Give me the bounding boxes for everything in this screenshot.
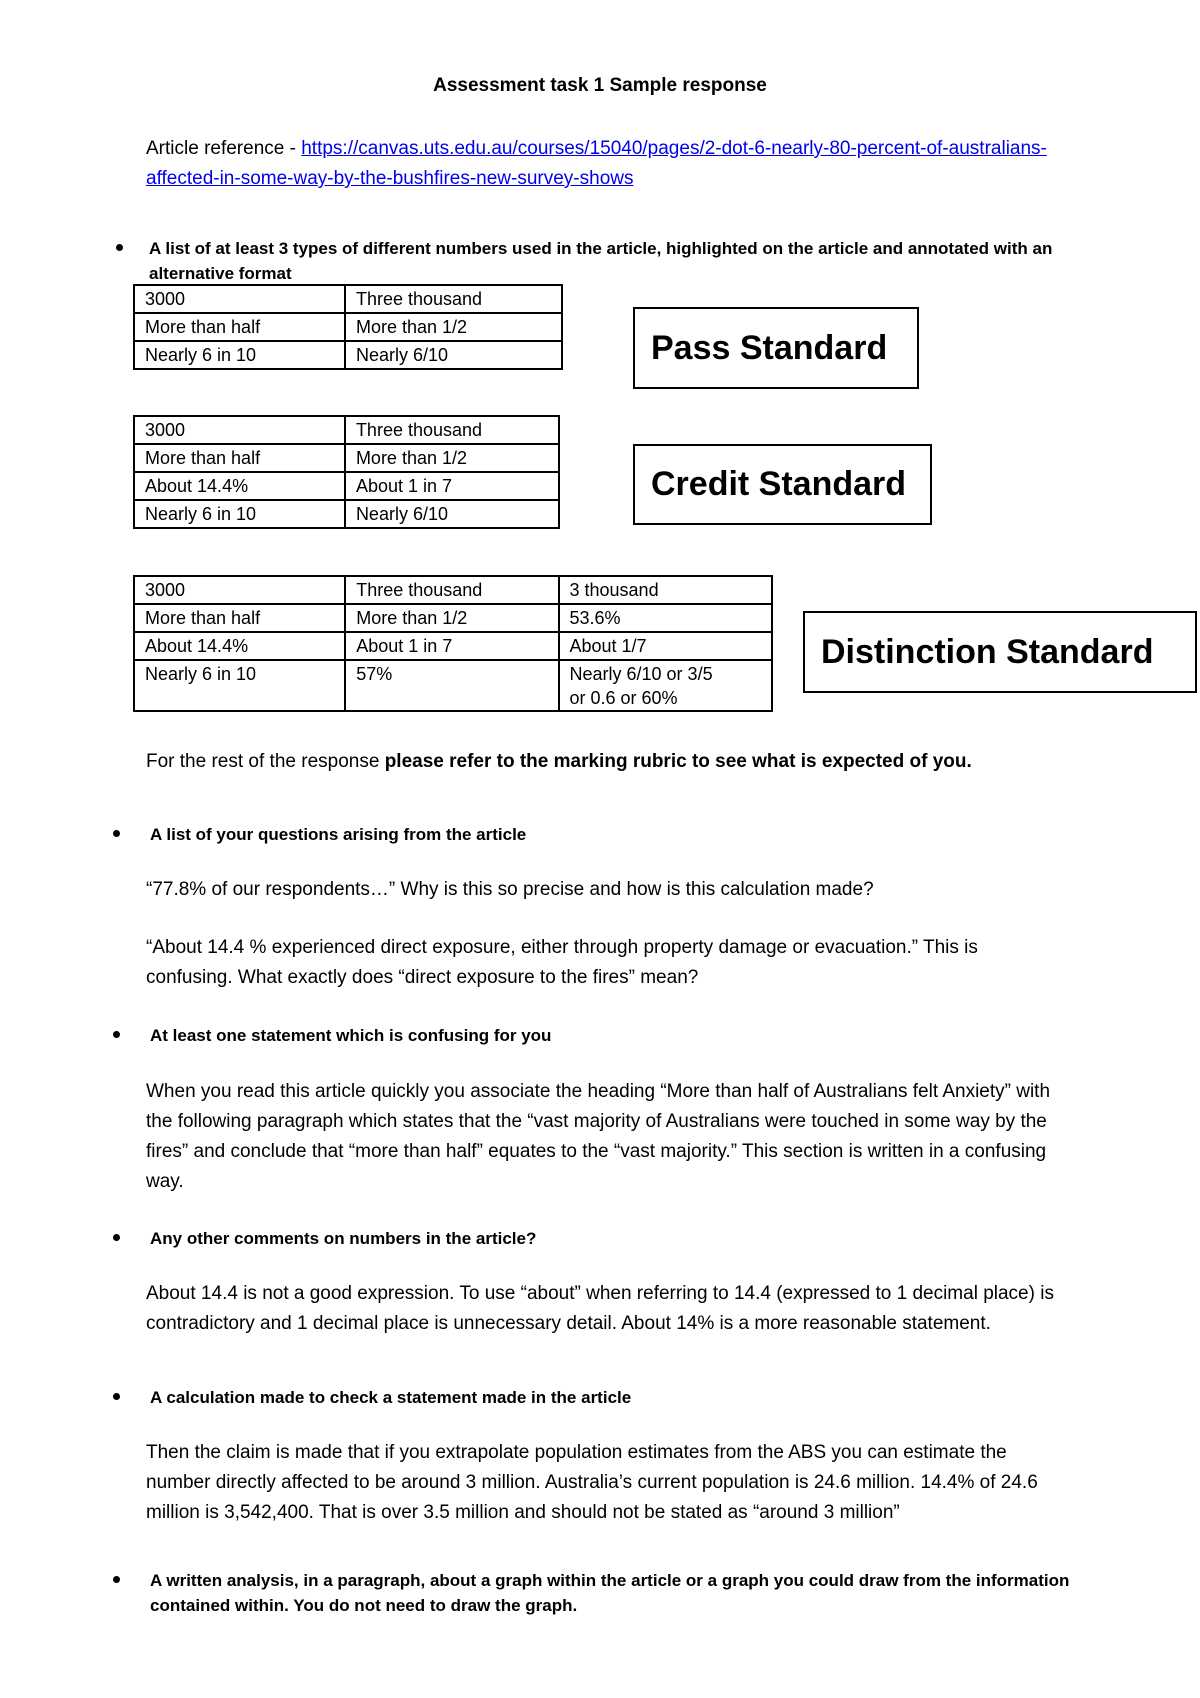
table-row <box>134 660 772 711</box>
table-cell: About 1 in 7 <box>345 632 558 660</box>
bullet <box>113 830 120 837</box>
table-cell: 57% <box>345 660 558 711</box>
other-comments-paragraph: About 14.4 is not a good expression. To use “about” when referring to 14.4 (expressed to 1 decimal place) is contradictory and 1 decimal place is unnecessary detail. About 14% is a more reasonable statement. <box>146 1283 1054 1334</box>
calculation-paragraph: Then the claim is made that if you extrapolate population estimates from the ABS you can estimate the number directly affected to be around 3 million. Australia’s current population is 24.6 million. 14.4% of 24.6 million is 3,542,400. That is over 3.5 million and should not be stated as “around 3 million” <box>146 1442 1038 1523</box>
section-heading-graph-analysis: A written analysis, in a paragraph, about a graph within the article or a graph you could draw from the information contained within. You do not need to draw the graph. <box>150 1571 1070 1615</box>
table-cell: Three thousand <box>345 416 559 444</box>
table-cell: More than half <box>134 444 345 472</box>
reference-label: Article reference - <box>146 138 302 159</box>
table-row <box>134 576 772 604</box>
table-cell: More than 1/2 <box>345 604 558 632</box>
section-heading-other-comments: Any other comments on numbers in the article? <box>150 1229 537 1248</box>
confusing-statement-paragraph: When you read this article quickly you associate the heading “More than half of Australians felt Anxiety” with the following paragraph which states that the “vast majority of Australians were touched in some way by the fires” and conclude that “more than half” equates to the “vast majority.” This section is written in a confusing way. <box>146 1081 1051 1192</box>
table-cell: 3 thousand <box>559 576 773 604</box>
table-cell: More than half <box>134 604 345 632</box>
table-cell: About 14.4% <box>134 472 345 500</box>
table-cell: 3000 <box>134 285 345 313</box>
section-heading-numbers: A list of at least 3 types of different numbers used in the article, highlighted on the article and annotated with an alternative format <box>149 239 1053 283</box>
table-cell: Nearly 6/10 or 3/5 or 0.6 or 60% <box>559 660 773 711</box>
bullet <box>113 1234 120 1241</box>
table-cell: About 14.4% <box>134 632 345 660</box>
credit-table <box>133 415 560 529</box>
table-row <box>134 632 772 660</box>
table-row <box>134 341 562 369</box>
table-row <box>134 416 559 444</box>
table-row <box>134 444 559 472</box>
bullet <box>113 1576 120 1583</box>
table-cell: 3000 <box>134 416 345 444</box>
table-row <box>134 285 562 313</box>
table-cell: More than half <box>134 313 345 341</box>
rubric-note: For the rest of the response please refer to the marking rubric to see what is expected of you. <box>146 751 972 772</box>
bullet <box>113 1031 120 1038</box>
distinction-table <box>133 575 773 712</box>
section-heading-confusing: At least one statement which is confusing for you <box>150 1026 552 1045</box>
article-reference <box>146 134 1146 194</box>
table-row <box>134 604 772 632</box>
section-heading-calculation: A calculation made to check a statement made in the article <box>150 1388 632 1407</box>
table-row <box>134 313 562 341</box>
table-cell: Nearly 6/10 <box>345 341 562 369</box>
table-cell: Three thousand <box>345 576 558 604</box>
table-cell: About 1 in 7 <box>345 472 559 500</box>
pass-table <box>133 284 563 370</box>
table-row <box>134 500 559 528</box>
reference-link[interactable]: https://canvas.uts.edu.au/courses/15040/pages/2-dot-6-nearly-80-percent-of-australians- affected-in-some-way-by-the-bushfires-new-survey-shows <box>146 138 1047 189</box>
page-title: Assessment task 1 Sample response <box>433 75 767 96</box>
table-cell: About 1/7 <box>559 632 773 660</box>
table-cell: More than 1/2 <box>345 444 559 472</box>
table-cell: Nearly 6 in 10 <box>134 341 345 369</box>
table-cell: Three thousand <box>345 285 562 313</box>
table-cell: Nearly 6 in 10 <box>134 660 345 711</box>
bullet <box>116 244 123 251</box>
table-cell: Nearly 6/10 <box>345 500 559 528</box>
question-2: “About 14.4 % experienced direct exposure, either through property damage or evacuation.” This is confusing. What exactly does “direct exposure to the fires” mean? <box>146 937 978 988</box>
question-1: “77.8% of our respondents…” Why is this so precise and how is this calculation made? <box>146 879 874 900</box>
table-cell: 53.6% <box>559 604 773 632</box>
table-row <box>134 472 559 500</box>
table-cell: More than 1/2 <box>345 313 562 341</box>
section-heading-questions: A list of your questions arising from the article <box>150 825 527 844</box>
bullet <box>113 1393 120 1400</box>
table-cell: Nearly 6 in 10 <box>134 500 345 528</box>
credit-standard-label: Credit Standard <box>633 444 932 525</box>
pass-standard-label: Pass Standard <box>633 307 919 389</box>
table-cell: 3000 <box>134 576 345 604</box>
distinction-standard-label: Distinction Standard <box>803 611 1197 693</box>
